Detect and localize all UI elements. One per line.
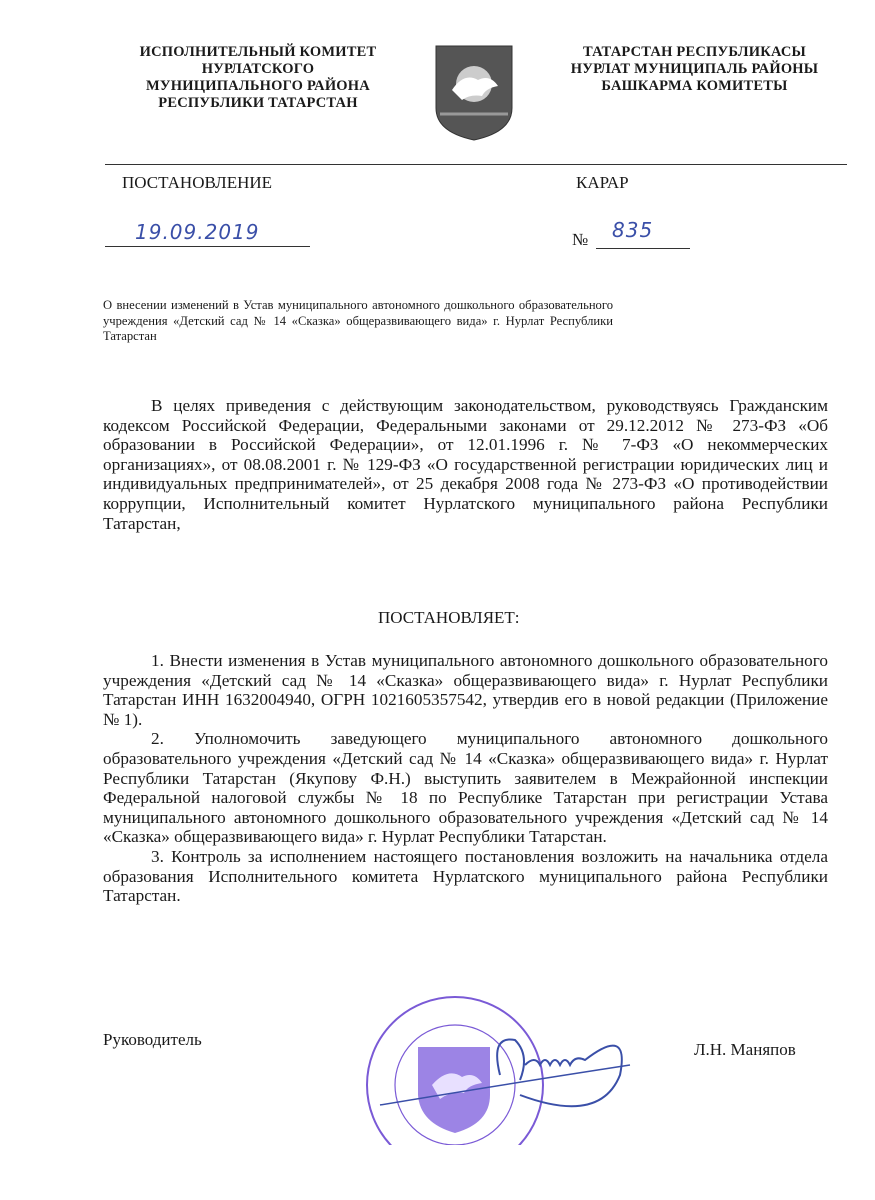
header-line: ИСПОЛНИТЕЛЬНЫЙ КОМИТЕТ [139,44,377,60]
preamble [103,396,828,533]
resolves-heading: ПОСТАНОВЛЯЕТ: [378,608,520,627]
official-stamp-and-signature [340,995,640,1145]
header-line: МУНИЦИПАЛЬНОГО РАЙОНА [146,78,370,94]
doc-type-tt: КАРАР [576,173,629,192]
header-line: НУРЛАТ МУНИЦИПАЛЬ РАЙОНЫ [570,61,819,77]
number-label: № [572,230,589,249]
list-item: 3. Контроль за исполнением настоящего постановления возложить на начальника отдела образования Исполнительного комитета Нурлатского муниципального района Республики Татарстан. [103,846,828,906]
header-line: БАШКАРМА КОМИТЕТЫ [601,78,788,94]
items [103,651,828,906]
list-item: 1. Внести изменения в Устав муниципального автономного дошкольного образовательного учреждения «Детский сад № 14 «Сказка» общеразвивающего вида» г. Нурлат Республики Татарстан ИНН 1632004940, ОГРН 1021605357542, утвердив его в новой редакции (Приложение № 1). [103,651,828,729]
header-line: РЕСПУБЛИКИ ТАТАРСТАН [158,95,358,111]
header-line: НУРЛАТСКОГО [201,61,315,77]
date-underline [105,246,310,247]
coat-of-arms-icon [432,44,516,142]
header-divider [105,164,847,165]
date-handwritten: 19.09.2019 [135,220,260,244]
list-item: 2. Уполномочить заведующего муниципального автономного дошкольного образовательного учреждения «Детский сад № 14 «Сказка» общеразвивающего вида» г. Нурлат Республики Татарстан (Якупову Ф.Н.) выступить заявителем в Межрайонной инспекции Федеральной налоговой службы № 18 по Республике Татарстан при регистрации Устава муниципального автономного дошкольного образовательного учреждения «Детский сад № 14 «Сказка» общеразвивающего вида» г. Нурлат Республики Татарстан. [103,729,828,847]
header-line: ТАТАРСТАН РЕСПУБЛИКАСЫ [583,44,806,60]
signatory-position: Руководитель [103,1030,202,1049]
header-left [118,44,398,112]
number-handwritten: 835 [612,218,654,242]
number-underline [596,248,690,249]
header-right [552,44,837,95]
signatory-name: Л.Н. Маняпов [694,1040,796,1059]
subject: О внесении изменений в Устав муниципального автономного дошкольного образовательного учреждения «Детский сад № 14 «Сказка» общеразвивающего вида» г. Нурлат Республики Татарстан [103,298,613,343]
preamble-text: В целях приведения с действующим законодательством, руководствуясь Гражданским кодексом Российской Федерации, Федеральными законами от 29.12.2012 № 273-ФЗ «Об образовании в Российской Федерации», от 12.01.1996 г. № 7-ФЗ «О некоммерческих организациях», от 08.08.2001 г. № 129-ФЗ «О государственной регистрации юридических лиц и индивидуальных предпринимателей», от 25 декабря 2008 года № 273-ФЗ «О противодействии коррупции, Исполнительный комитет Нурлатского муниципального района Республики Татарстан, [103,396,828,533]
doc-type-ru: ПОСТАНОВЛЕНИЕ [122,173,273,192]
